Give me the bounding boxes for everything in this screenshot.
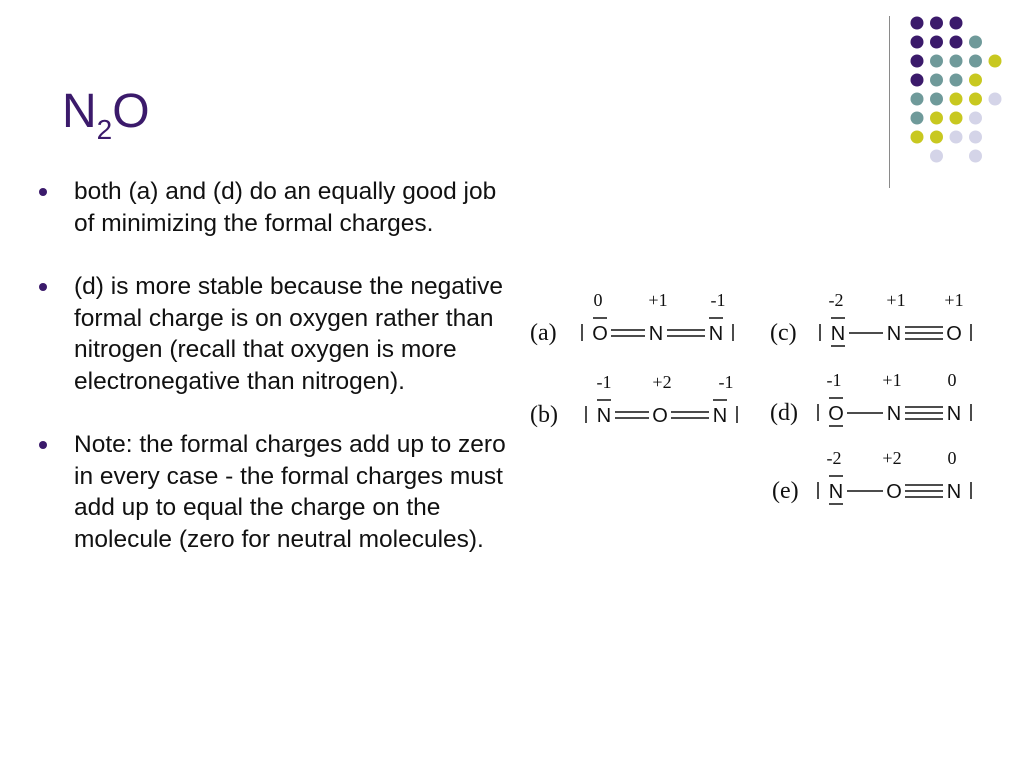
decorative-dot [930, 17, 943, 30]
decorative-dot [911, 36, 924, 49]
decorative-dot [989, 55, 1002, 68]
structure-label: (a) [530, 320, 557, 346]
lewis-structures-diagram [522, 280, 982, 520]
decorative-dot [950, 112, 963, 125]
formal-charge: +1 [886, 290, 906, 310]
atom-symbol: N [596, 405, 612, 427]
atom-symbol: O [886, 481, 902, 503]
bullet-text: (d) is more stable because the negative formal charge is on oxygen rather than nitrogen (recall that oxygen is more electronegative than nitrogen). [74, 273, 503, 395]
structure-label: (d) [770, 400, 798, 426]
formal-charge: +1 [882, 370, 902, 390]
structure-c [770, 290, 971, 346]
decorative-dot [969, 36, 982, 49]
decorative-dot [930, 131, 943, 144]
decorative-dot [911, 93, 924, 106]
bullet-item [36, 271, 506, 397]
atom-symbol: O [946, 323, 962, 345]
structure-label: (b) [530, 402, 558, 428]
decorative-dot [969, 55, 982, 68]
bullet-text: both (a) and (d) do an equally good job of minimizing the formal charges. [74, 178, 497, 237]
structure-label: (e) [772, 478, 799, 504]
atom-symbol: N [830, 323, 846, 345]
formal-charge: -2 [826, 448, 842, 468]
formal-charge: +1 [648, 290, 668, 310]
formal-charge: -2 [828, 290, 844, 310]
formal-charge: 0 [947, 370, 957, 390]
atom-symbol: O [828, 403, 844, 425]
structure-d [770, 370, 971, 426]
atom-symbol: N [712, 405, 728, 427]
decorative-dot [950, 36, 963, 49]
decorative-dot [950, 131, 963, 144]
decorative-dot [950, 17, 963, 30]
atom-symbol: N [886, 323, 902, 345]
bullet-dot-icon [39, 441, 47, 449]
decorative-dot [950, 55, 963, 68]
decorative-dot [950, 74, 963, 87]
decorative-dot [989, 93, 1002, 106]
atom-symbol: O [652, 405, 668, 427]
formal-charge: +2 [652, 372, 672, 392]
slide-title [62, 85, 150, 145]
decorative-dot [911, 55, 924, 68]
decorative-dot [950, 93, 963, 106]
decorative-dot [930, 74, 943, 87]
bullet-item [36, 176, 506, 239]
atom-symbol: N [886, 403, 902, 425]
formal-charge: -1 [710, 290, 726, 310]
formal-charge: -1 [718, 372, 734, 392]
title-o: O [112, 85, 150, 138]
bullet-list [36, 176, 506, 587]
decorative-dot [969, 131, 982, 144]
decorative-dot [930, 112, 943, 125]
atom-symbol: N [946, 481, 962, 503]
decorative-dot [969, 74, 982, 87]
decorative-dot [911, 131, 924, 144]
decorative-dot [969, 93, 982, 106]
atom-symbol: N [828, 481, 844, 503]
formal-charge: 0 [947, 448, 957, 468]
atom-symbol: N [648, 323, 664, 345]
formal-charge: +1 [944, 290, 964, 310]
formal-charge: -1 [826, 370, 842, 390]
decorative-divider [889, 16, 890, 188]
atom-symbol: N [708, 323, 724, 345]
decorative-dot [969, 150, 982, 163]
decorative-dot [911, 74, 924, 87]
atom-symbol: O [592, 323, 608, 345]
formal-charge: 0 [593, 290, 603, 310]
structure-a [530, 290, 733, 346]
decorative-dot [930, 150, 943, 163]
decorative-dot [930, 93, 943, 106]
decorative-dot [911, 112, 924, 125]
formal-charge: -1 [596, 372, 612, 392]
decorative-dot [911, 17, 924, 30]
decorative-dot [930, 55, 943, 68]
bullet-dot-icon [39, 188, 47, 196]
formal-charge: +2 [882, 448, 902, 468]
bullet-text: Note: the formal charges add up to zero in every case - the formal charges must add up to equal the charge on the molecule (zero for neutral molecules). [74, 431, 506, 553]
structure-e [772, 448, 971, 504]
title-n: N [62, 85, 97, 138]
bullet-dot-icon [39, 283, 47, 291]
structure-label: (c) [770, 320, 797, 346]
bullet-item [36, 429, 506, 555]
title-subscript: 2 [96, 114, 113, 145]
decorative-dot [930, 36, 943, 49]
decorative-dot-grid [900, 10, 1010, 170]
decorative-dot [969, 112, 982, 125]
structure-b [530, 372, 737, 428]
atom-symbol: N [946, 403, 962, 425]
